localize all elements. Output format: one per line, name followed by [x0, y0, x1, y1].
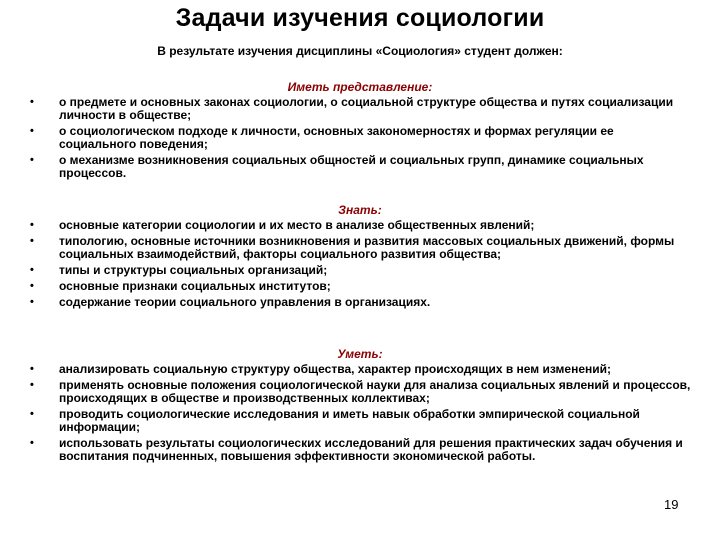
- list-item-text: проводить социологические исследования и иметь навык обработки эмпирической социальной информации;: [59, 407, 640, 434]
- bullet-icon: •: [30, 96, 34, 108]
- list-item-text: основные признаки социальных институтов;: [59, 279, 331, 293]
- page-subtitle: В результате изучения дисциплины «Социология» студент должен:: [157, 44, 563, 58]
- bullet-icon: •: [30, 125, 34, 137]
- list-item-text: применять основные положения социологической науки для анализа социальных явлений и процессов, происходящих в обществе и производственных коллективах;: [59, 378, 691, 405]
- list-item-text: использовать результаты социологических исследований для решения практических задач обучения и воспитания подчиненных, повышения эффективности экономической работы.: [59, 436, 683, 463]
- section-can: [0, 347, 720, 466]
- list-item: [0, 125, 720, 151]
- bullet-icon: •: [30, 280, 34, 292]
- list-item: [0, 379, 720, 405]
- section-represent: [0, 80, 720, 183]
- list-item-text: о предмете и основных законах социологии, о социальной структуре общества и путях социализации личности в обществе;: [59, 95, 674, 122]
- bullet-icon: •: [30, 235, 34, 247]
- list-item-text: содержание теории социального управления в организациях.: [59, 295, 431, 309]
- list-item-text: типы и структуры социальных организаций;: [59, 263, 328, 277]
- section-heading: Уметь:: [337, 347, 383, 361]
- bullet-icon: •: [30, 219, 34, 231]
- list-item: [0, 96, 720, 122]
- list-item: [0, 219, 720, 232]
- section-heading: Знать:: [338, 203, 382, 217]
- page-title: Задачи изучения социологии: [175, 4, 545, 32]
- bullet-icon: •: [30, 154, 34, 166]
- list-item: [0, 437, 720, 463]
- list-item: [0, 296, 720, 309]
- section-heading: Иметь представление:: [287, 80, 433, 94]
- bullet-icon: •: [30, 437, 34, 449]
- section-know: [0, 203, 720, 312]
- bullet-icon: •: [30, 363, 34, 375]
- list-item: [0, 154, 720, 180]
- list-item-text: о социологическом подходе к личности, основных закономерностях и формах регуляции ее социального поведения;: [59, 124, 614, 151]
- list-item: [0, 235, 720, 261]
- list-item-text: типологию, основные источники возникновения и развития массовых социальных движений, формы социальных взаимодействий, факторы социального развития общества;: [59, 234, 675, 261]
- bullet-icon: •: [30, 264, 34, 276]
- list-item-text: анализировать социальную структуру общества, характер происходящих в нем изменений;: [59, 362, 612, 376]
- list-item-text: о механизме возникновения социальных общностей и социальных групп, динамике социальных процессов.: [59, 153, 644, 180]
- list-item: [0, 264, 720, 277]
- list-item-text: основные категории социологии и их место в анализе общественных явлений;: [59, 218, 535, 232]
- page-number: 19: [664, 497, 679, 512]
- bullet-icon: •: [30, 379, 34, 391]
- bullet-icon: •: [30, 296, 34, 308]
- list-item: [0, 408, 720, 434]
- bullet-icon: •: [30, 408, 34, 420]
- list-item: [0, 363, 720, 376]
- list-item: [0, 280, 720, 293]
